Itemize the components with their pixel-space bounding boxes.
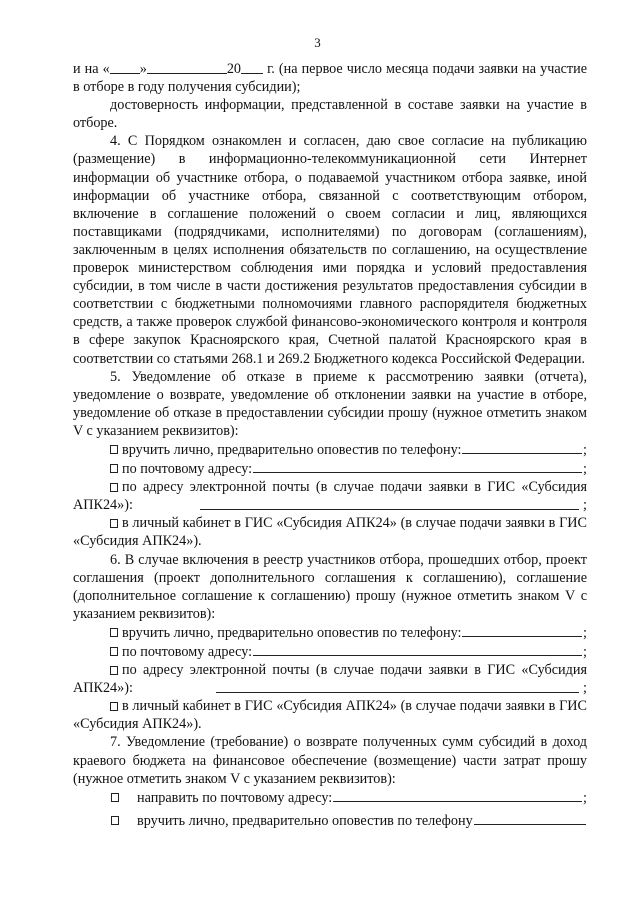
email-field[interactable] — [200, 509, 579, 510]
phone-field[interactable] — [462, 623, 582, 637]
date-suffix: г. (на первое число месяца подачи заявки на участие в отборе в году получения субсидии); — [73, 61, 588, 96]
item-6-option-personal — [73, 623, 587, 642]
checkbox[interactable] — [110, 628, 118, 637]
item-5-option-post — [73, 459, 587, 478]
year-field[interactable] — [241, 61, 263, 74]
item-7-intro: 7. Уведомление (требование) о возврате полученных сумм субсидий в доход краевого бюджета на финансовое обеспечение (возмещение) части затрат прошу (нужное отметить знаком V с указанием реквизитов): — [73, 734, 587, 787]
option-label: в личный кабинет в ГИС «Субсидия АПК24» (в случае подачи заявки в ГИС «Субсидия АПК24»). — [73, 515, 587, 550]
item-6-option-cabinet — [73, 697, 587, 733]
line-end: ; — [583, 441, 587, 458]
date-prefix: и на « — [73, 61, 110, 77]
option-label: по адресу электронной почты (в случае подачи заявки в ГИС «Субсидия АПК24»): — [73, 479, 587, 514]
date-mid: » — [139, 61, 147, 77]
checkbox[interactable] — [110, 702, 118, 711]
checkbox[interactable] — [111, 816, 119, 825]
checkbox[interactable] — [110, 666, 118, 675]
checkbox[interactable] — [110, 647, 118, 656]
item-5-intro: 5. Уведомление об отказе в приеме к рассмотрению заявки (отчета), уведомление о возврате, уведомление об отклонении заявки на участие в отборе, уведомление об отказе в предоставлении субсидии прошу (нужное отметить знаком V с указанием реквизитов): — [73, 368, 587, 439]
line-end: ; — [583, 624, 587, 641]
address-field[interactable] — [333, 788, 582, 802]
line-end: ; — [583, 644, 587, 660]
phone-field[interactable] — [474, 811, 586, 825]
month-field[interactable] — [147, 61, 227, 74]
option-label: в личный кабинет в ГИС «Субсидия АПК24» (в случае подачи заявки в ГИС «Субсидия АПК24»). — [73, 698, 587, 733]
day-field[interactable] — [110, 61, 140, 74]
email-field[interactable] — [216, 692, 579, 693]
option-label: по адресу электронной почты (в случае подачи заявки в ГИС «Субсидия АПК24»): — [73, 662, 587, 697]
date-line — [73, 60, 587, 96]
item-6-option-post — [73, 642, 587, 661]
checkbox[interactable] — [110, 483, 118, 492]
checkbox[interactable] — [110, 464, 118, 473]
option-label: вручить лично, предварительно оповестив по телефону: — [122, 624, 462, 641]
phone-field[interactable] — [462, 440, 582, 454]
option-label: направить по почтовому адресу: — [137, 789, 333, 806]
year-prefix: 20 — [226, 61, 241, 77]
line-end: ; — [583, 497, 587, 514]
option-label: по почтовому адресу: — [122, 461, 253, 478]
item-5-option-personal — [73, 440, 587, 459]
item-7-option-post — [73, 788, 587, 807]
item-6-option-email — [73, 661, 587, 697]
option-label: вручить лично, предварительно оповестив по телефону: — [122, 441, 462, 458]
item-4-paragraph: 4. С Порядком ознакомлен и согласен, даю свое согласие на публикацию (размещение) в информационно-телекоммуникационной сети Интернет информации об участнике отбора, о подаваемой участником отбора заявке, иной информации об участнике отбора, связанной с соответствующим отбором, включение в соглашение положений о своем согласии и лиц, являющихся поставщиками (подрядчиками, исполнителями) по договорам (соглашениям), заключенным в целях исполнения обязательств по соглашению, на осуществление проверок министерством соблюдения ими порядка и условий предоставления субсидии, в том числе в части достижения результатов предоставления субсидии в соответствии с бюджетными полномочиями главного распорядителя бюджетных средств, а также проверок службой финансово-экономического контроля и контроля в сфере закупок Красноярского края, Счетной палатой Красноярского края в соответствии со статьями 268.1 и 269.2 Бюджетного кодекса Российской Федерации. — [73, 133, 587, 367]
address-field[interactable] — [253, 642, 582, 656]
line-end: ; — [583, 680, 587, 697]
document-body — [73, 60, 587, 830]
item-5-option-email — [73, 478, 587, 514]
line-end: ; — [583, 461, 587, 478]
option-label: вручить лично, предварительно оповестив по телефону — [137, 812, 473, 829]
line-end: ; — [583, 789, 587, 806]
item-7-option-personal — [73, 811, 587, 830]
page-number: 3 — [314, 35, 321, 50]
reliability-paragraph: достоверность информации, представленной в составе заявки на участие в отборе. — [73, 97, 587, 132]
item-6-intro: 6. В случае включения в реестр участников отбора, прошедших отбор, проект соглашения (проект дополнительного соглашения к соглашению), соглашение (дополнительное соглашение к соглашению) прошу (нужное отметить знаком V с указанием реквизитов): — [73, 551, 587, 622]
address-field[interactable] — [253, 459, 582, 473]
checkbox[interactable] — [110, 445, 118, 454]
checkbox[interactable] — [111, 793, 119, 802]
checkbox[interactable] — [110, 519, 118, 528]
option-label: по почтовому адресу: — [122, 644, 253, 660]
item-5-option-cabinet — [73, 514, 587, 550]
